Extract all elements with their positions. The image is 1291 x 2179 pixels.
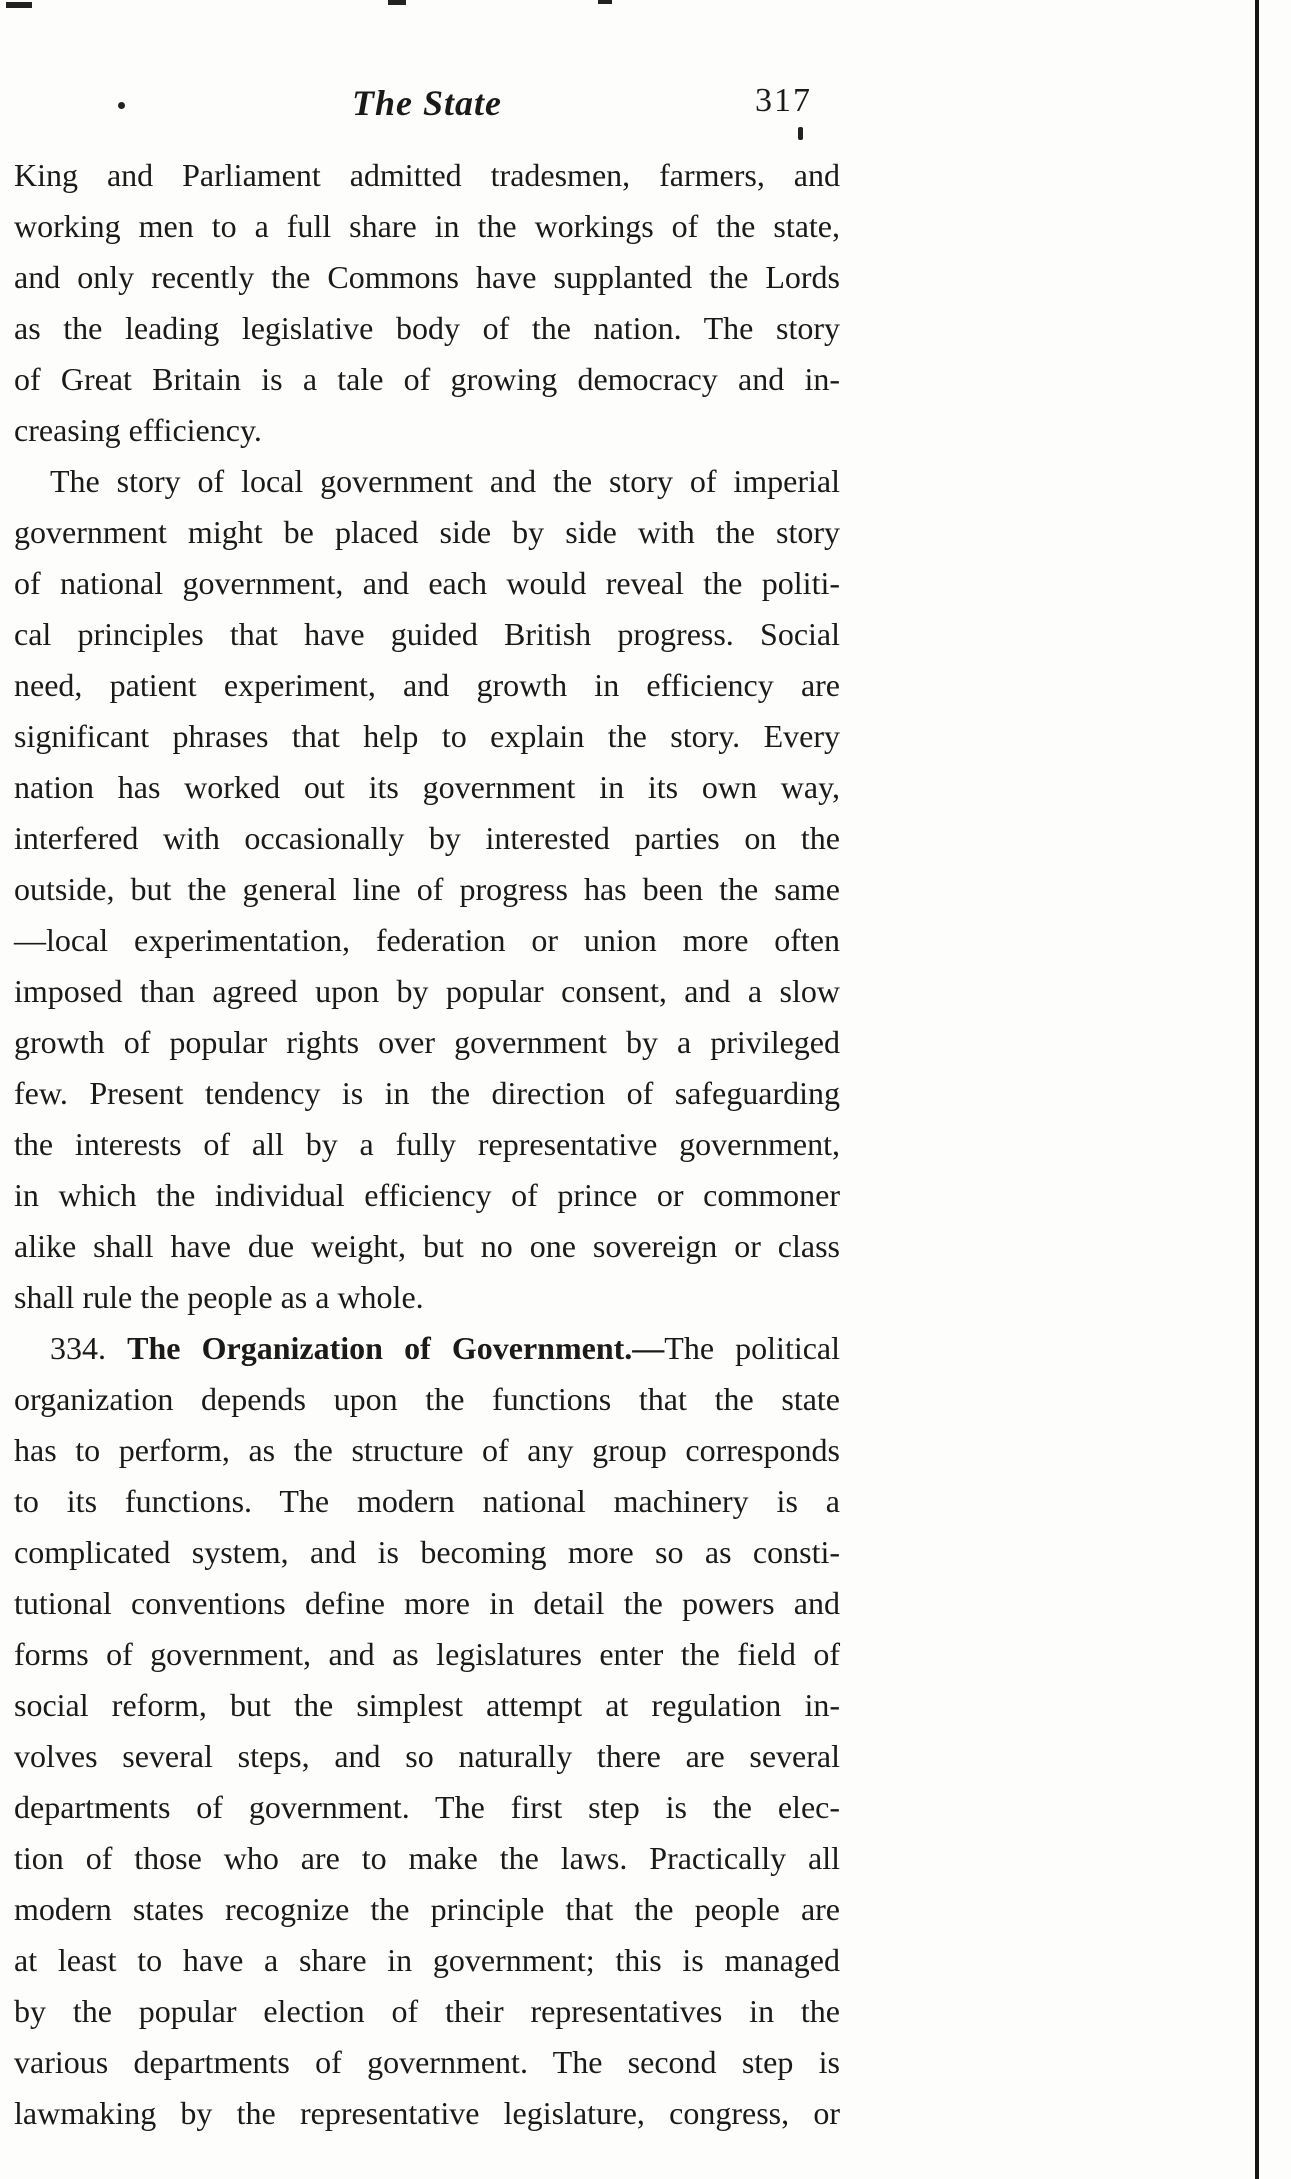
paragraph bbox=[14, 150, 840, 456]
running-header bbox=[14, 82, 840, 134]
paragraph bbox=[14, 456, 840, 1323]
text-line: creasing efficiency. bbox=[14, 412, 262, 448]
text-line: lawmaking by the representative legislature, congress, or bbox=[14, 2095, 840, 2131]
text-line: tutional conventions define more in detail the powers and bbox=[14, 1585, 840, 1621]
text-line: few. Present tendency is in the direction of safeguarding bbox=[14, 1075, 840, 1111]
text-line: alike shall have due weight, but no one sovereign or class bbox=[14, 1228, 840, 1264]
paragraph bbox=[14, 1323, 840, 2139]
text-line: organization depends upon the functions that the state bbox=[14, 1381, 840, 1417]
text-line: to its functions. The modern national machinery is a bbox=[14, 1483, 840, 1519]
text-line: forms of government, and as legislatures enter the field of bbox=[14, 1636, 840, 1672]
text-line bbox=[14, 1323, 840, 1374]
text-line: volves several steps, and so naturally there are several bbox=[14, 1738, 840, 1774]
text-line: in which the individual efficiency of prince or commoner bbox=[14, 1177, 840, 1213]
text-line: outside, but the general line of progress has been the same bbox=[14, 871, 840, 907]
text-line: government might be placed side by side with the story bbox=[14, 514, 840, 550]
text-line: working men to a full share in the workings of the state, bbox=[14, 208, 840, 244]
text-segment: 334. bbox=[50, 1330, 128, 1366]
scan-edge-line bbox=[1255, 0, 1259, 2179]
text-line: social reform, but the simplest attempt at regulation in- bbox=[14, 1687, 840, 1723]
page-body bbox=[14, 150, 840, 2139]
text-line: shall rule the people as a whole. bbox=[14, 1279, 424, 1315]
text-line: need, patient experiment, and growth in efficiency are bbox=[14, 667, 840, 703]
text-line: growth of popular rights over government by a privileged bbox=[14, 1024, 840, 1060]
text-line: of Great Britain is a tale of growing democracy and in- bbox=[14, 361, 840, 397]
text-line: at least to have a share in government; this is managed bbox=[14, 1942, 840, 1978]
text-line: the interests of all by a fully representative government, bbox=[14, 1126, 840, 1162]
text-line: and only recently the Commons have supplanted the Lords bbox=[14, 259, 840, 295]
text-line: various departments of government. The second step is bbox=[14, 2044, 840, 2080]
text-line: King and Parliament admitted tradesmen, farmers, and bbox=[14, 157, 840, 193]
text-line: —local experimentation, federation or union more often bbox=[14, 922, 840, 958]
text-line: cal principles that have guided British progress. Social bbox=[14, 616, 840, 652]
section-heading: The Organization of Government.— bbox=[127, 1330, 665, 1366]
text-line: of national government, and each would reveal the politi- bbox=[14, 565, 840, 601]
text-line: complicated system, and is becoming more so as consti- bbox=[14, 1534, 840, 1570]
text-line: imposed than agreed upon by popular consent, and a slow bbox=[14, 973, 840, 1009]
text-line: interfered with occasionally by interested parties on the bbox=[14, 820, 840, 856]
text-line: significant phrases that help to explain the story. Every bbox=[14, 718, 840, 754]
page-title: The State bbox=[352, 83, 502, 123]
text-segment: The political bbox=[664, 1330, 841, 1366]
text-line: by the popular election of their representatives in the bbox=[14, 1993, 840, 2029]
text-line: as the leading legislative body of the nation. The story bbox=[14, 310, 840, 346]
text-column bbox=[14, 0, 840, 2139]
text-line: tion of those who are to make the laws. Practically all bbox=[14, 1840, 840, 1876]
text-line: modern states recognize the principle that the people are bbox=[14, 1891, 840, 1927]
text-line: has to perform, as the structure of any group corresponds bbox=[14, 1432, 840, 1468]
text-line: nation has worked out its government in its own way, bbox=[14, 769, 840, 805]
page-number: 317 bbox=[755, 82, 812, 119]
text-line: departments of government. The first step is the elec- bbox=[14, 1789, 840, 1825]
text-line: The story of local government and the story of imperial bbox=[50, 463, 840, 499]
